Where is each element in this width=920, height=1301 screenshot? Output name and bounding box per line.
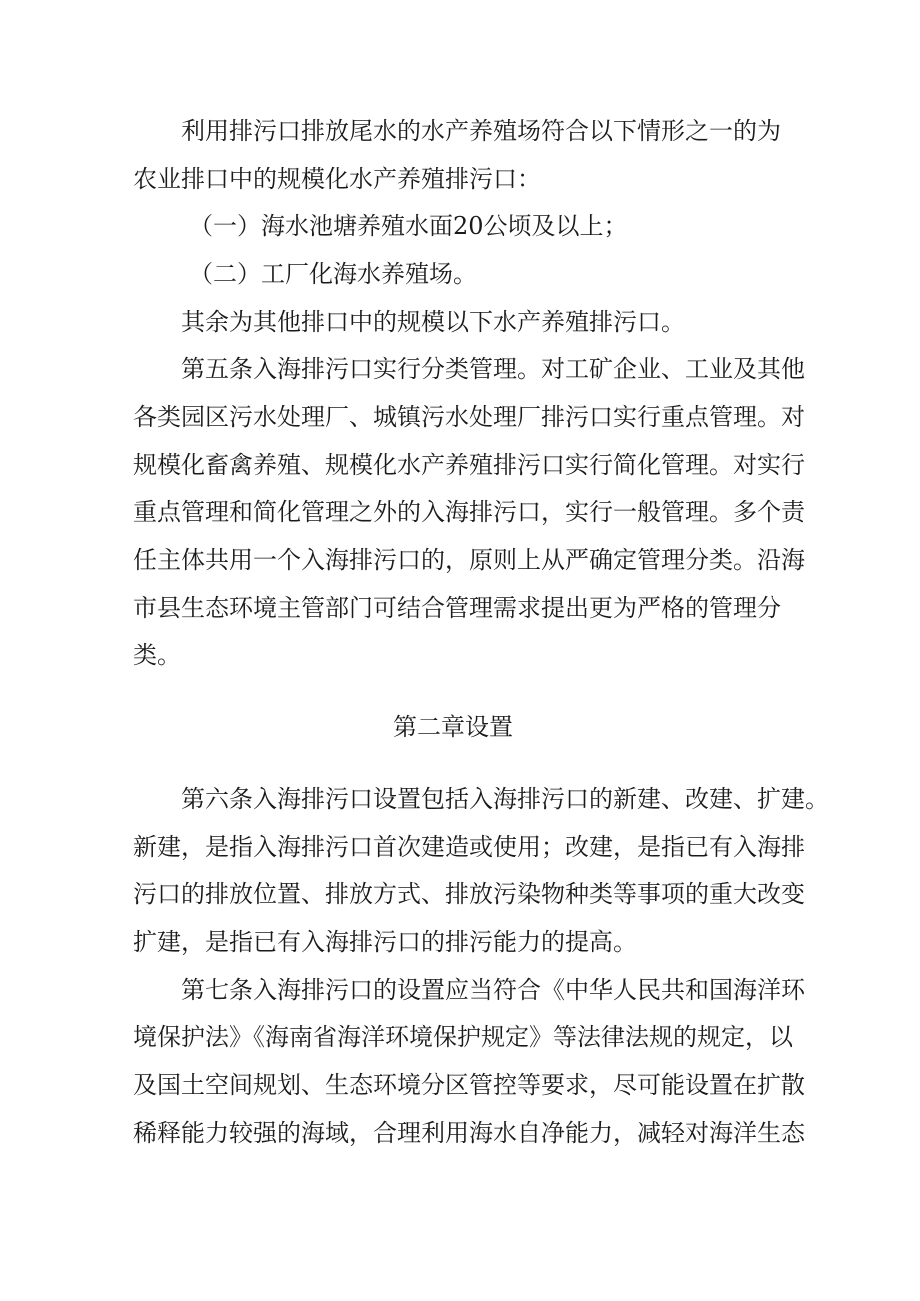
text-line: 稀释能力较强的海域，合理利用海水自净能力，减轻对海洋生态 [133,1119,805,1147]
text-line: 任主体共用一个入海排污口的，原则上从严确定管理分类。沿海 [133,546,805,574]
chapter-heading: 第二章设置 [393,713,513,741]
text-line: 类。 [133,641,181,669]
list-item: （二）工厂化海水养殖场。 [189,260,477,288]
text-line: 规模化畜禽养殖、规模化水产养殖排污口实行简化管理。对实行 [133,451,805,479]
text-line: 各类园区污水处理厂、城镇污水处理厂排污口实行重点管理。对 [133,403,805,431]
text-line: 新建，是指入海排污口首次建造或使用；改建，是指已有入海排 [133,833,805,861]
text-line: 及国土空间规划、生态环境分区管控等要求，尽可能设置在扩散 [133,1071,805,1099]
list-item: （一）海水池塘养殖水面20公顷及以上； [189,212,628,240]
text-line: 重点管理和简化管理之外的入海排污口，实行一般管理。多个责 [133,498,805,526]
text-line: 市县生态环境主管部门可结合管理需求提出更为严格的管理分 [133,594,781,622]
text-line: 其余为其他排口中的规模以下水产养殖排污口。 [181,308,685,336]
text-line: 扩建，是指已有入海排污口的排污能力的提高。 [133,928,637,956]
text-line: 污口的排放位置、排放方式、排放污染物种类等事项的重大改变 [133,880,805,908]
text-line: 第六条入海排污口设置包括入海排污口的新建、改建、扩建。 [181,785,829,813]
text-line: 第七条入海排污口的设置应当符合《中华人民共和国海洋环 [181,976,805,1004]
text-line: 农业排口中的规模化水产养殖排污口： [133,165,541,193]
text-line: 第五条入海排污口实行分类管理。对工矿企业、工业及其他 [181,355,805,383]
text-line: 境保护法》《海南省海洋环境保护规定》等法律法规的规定，以 [133,1023,793,1051]
text-line: 利用排污口排放尾水的水产养殖场符合以下情形之一的为 [181,117,781,145]
